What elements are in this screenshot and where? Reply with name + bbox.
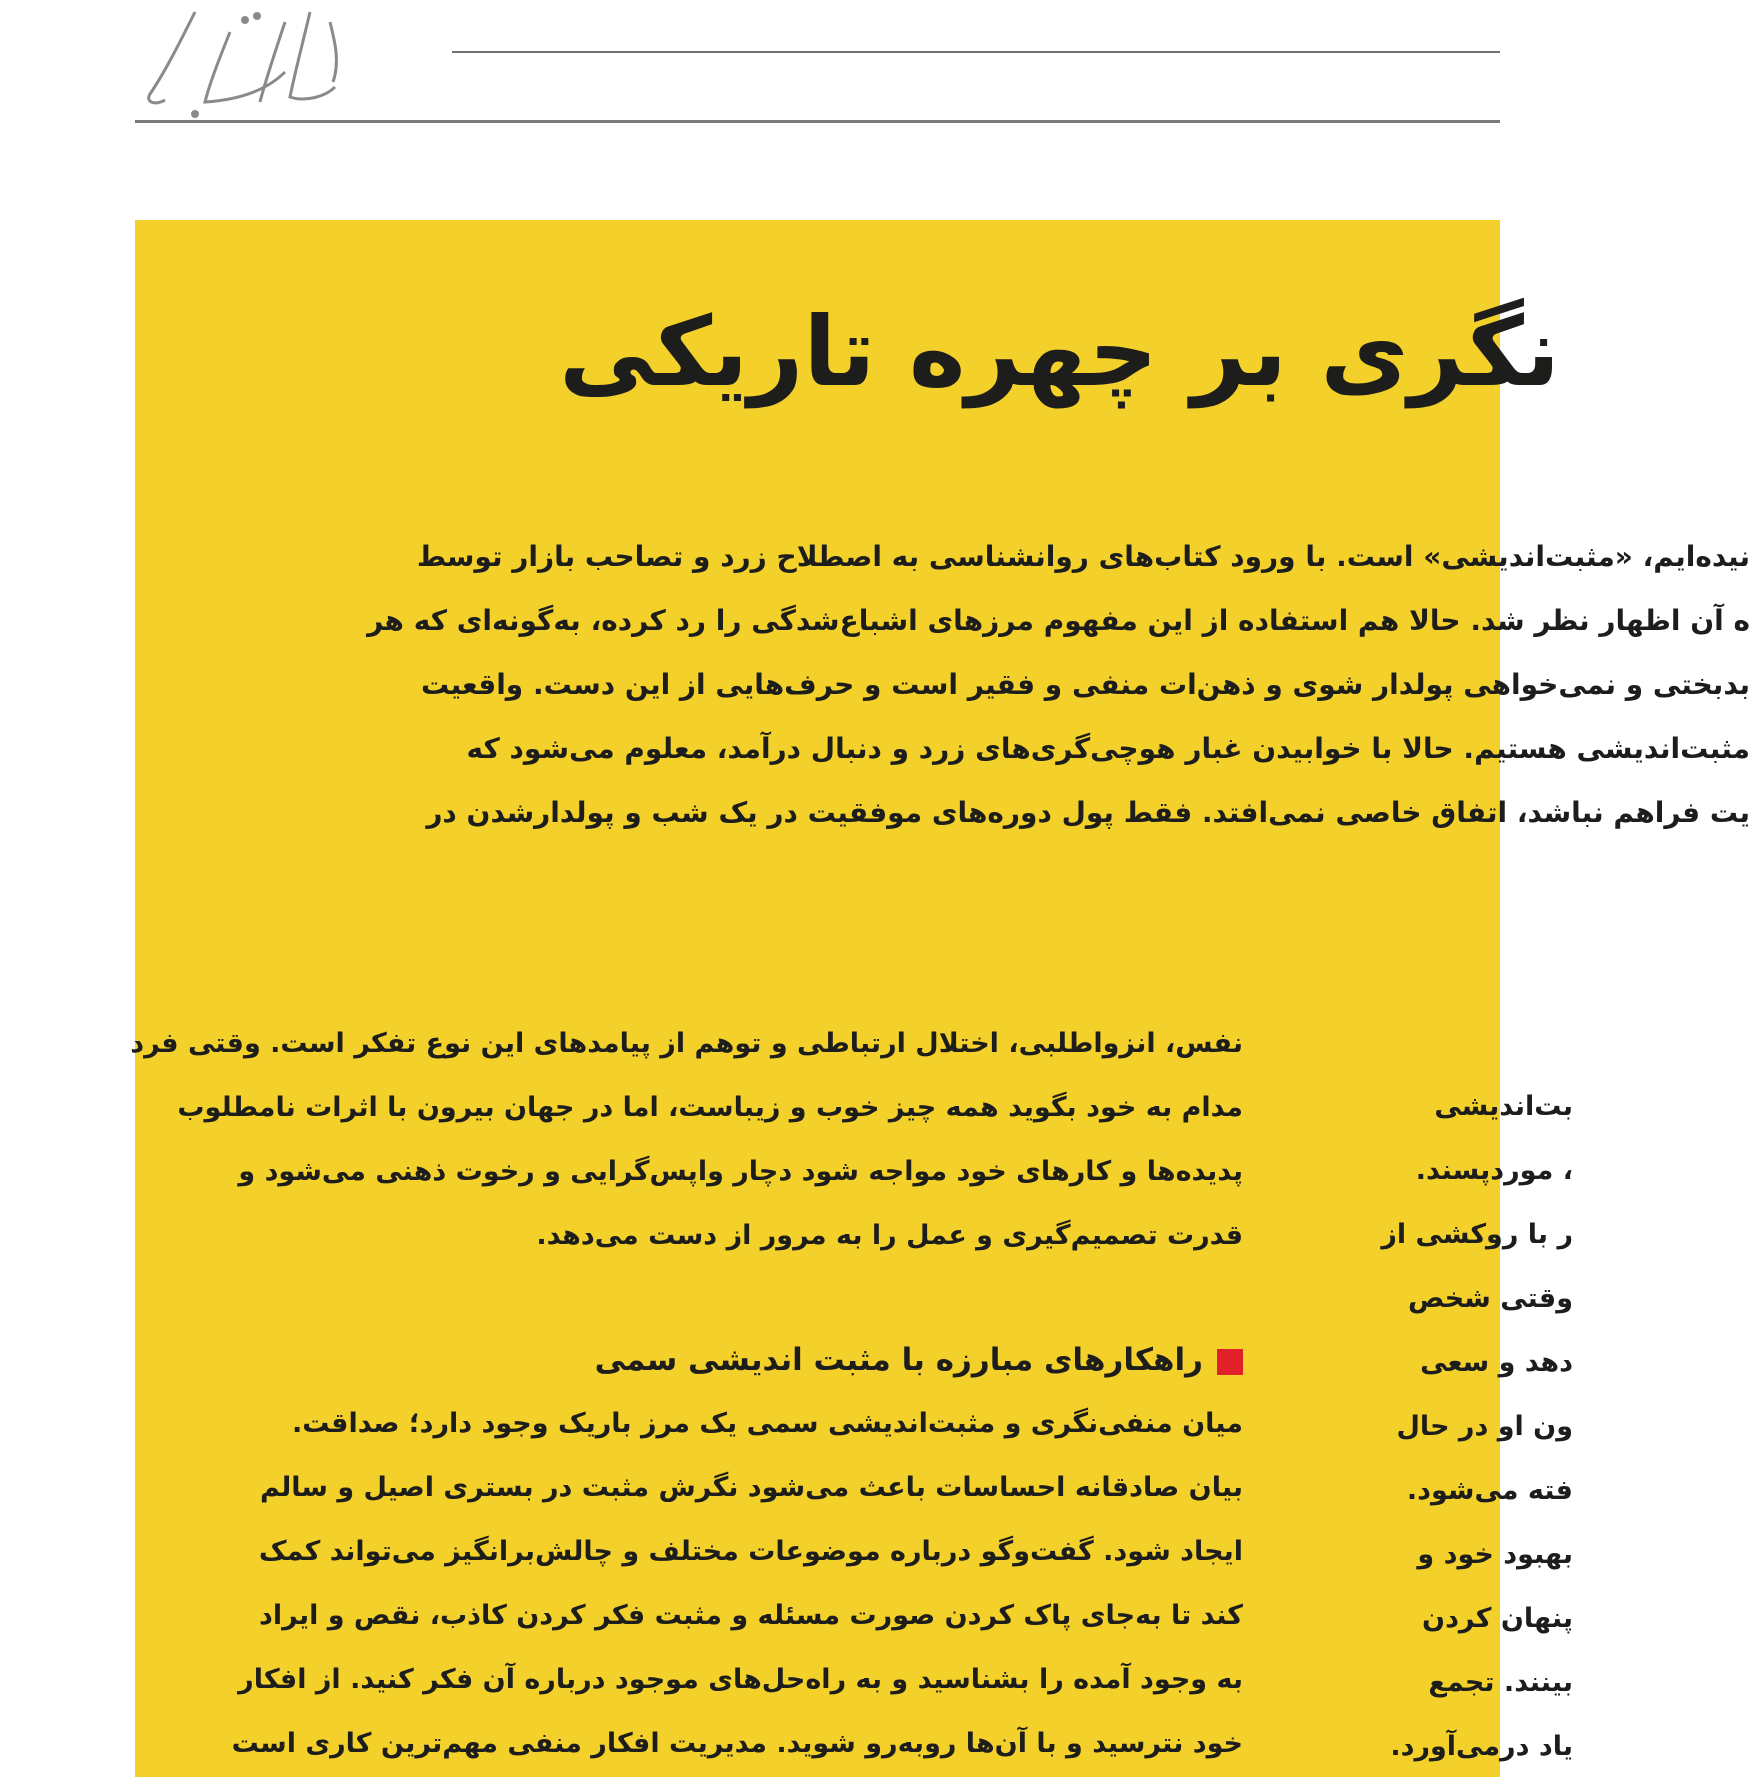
logo-calligraphy: [135, 2, 365, 120]
body-line: وقتی شخص: [1407, 1283, 1573, 1314]
section-subhead: [197, 1328, 1243, 1392]
body-line: قدرت تصمیم‌گیری و عمل را به مرور از دست می‌دهد.: [536, 1220, 1243, 1251]
header-rule-top: [452, 51, 1500, 53]
subhead-text: راهکارهای مبارزه با مثبت اندیشی سمی: [594, 1342, 1203, 1378]
body-line: ، موردپسند.: [1415, 1155, 1573, 1186]
body-column-middle: [130, 1012, 1243, 1776]
body-line: بیان صادقانه احساسات باعث می‌شود نگرش مثبت در بستری اصیل و سالم: [259, 1472, 1243, 1503]
body-line: یاد درمی‌آورد.: [1390, 1731, 1573, 1762]
article-panel: [130, 220, 1750, 1777]
body-line: بت‌اندیشی: [1434, 1091, 1573, 1122]
body-column-right: [1333, 1075, 1573, 1779]
lead-line: یت فراهم نباشد، اتفاق خاصی نمی‌افتد. فقط پول دوره‌های موفقیت در یک شب و پولدارشدن در: [426, 796, 1750, 829]
lead-line: ه آن اظهار نظر شد. حالا هم استفاده از این مفهوم مرزهای اشباع‌شدگی را رد کرده، به‌گونه‌ای که هر: [367, 604, 1750, 637]
body-line: نفس، انزواطلبی، اختلال ارتباطی و توهم از پیامدهای این نوع تفکر است. وقتی فرد: [130, 1028, 1243, 1059]
article-lead: [197, 525, 1750, 845]
article-title: نگری بر چهره تاریکی: [559, 296, 1560, 408]
body-line: فته می‌شود.: [1406, 1475, 1573, 1506]
lead-line: نیده‌ایم، «مثبت‌اندیشی» است. با ورود کتاب‌های روانشناسی به اصطلاح زرد و تصاحب بازار توسط: [416, 540, 1750, 573]
body-line: بینند. تجمع: [1428, 1667, 1573, 1698]
body-line: میان منفی‌نگری و مثبت‌اندیشی سمی یک مرز باریک وجود دارد؛ صداقت.: [291, 1408, 1243, 1439]
subhead-marker-icon: [1217, 1349, 1243, 1375]
lead-line: مثبت‌اندیشی هستیم. حالا با خوابیدن غبار هوچی‌گری‌های زرد و دنبال درآمد، معلوم می‌شود که: [466, 732, 1750, 765]
publication-logo: [135, 2, 365, 120]
body-line: پدیده‌ها و کارهای خود مواجه شود دچار واپس‌گرایی و رخوت ذهنی می‌شود و: [238, 1156, 1243, 1187]
body-line: دهد و سعی: [1420, 1347, 1573, 1378]
body-line: پنهان کردن: [1422, 1603, 1573, 1634]
body-line: مدام به خود بگوید همه چیز خوب و زیباست، اما در جهان بیرون با اثرات نامطلوب: [177, 1092, 1243, 1123]
body-line: ون او در حال: [1396, 1411, 1573, 1442]
body-line: به وجود آمده را بشناسید و به راه‌حل‌های موجود درباره آن فکر کنید. از افکار: [238, 1664, 1243, 1695]
body-line: کند تا به‌جای پاک کردن صورت مسئله و مثبت فکر کردن کاذب، نقص و ایراد: [259, 1600, 1243, 1631]
lead-line: بدبختی و نمی‌خواهی پولدار شوی و ذهن‌ات منفی و فقیر است و حرف‌هایی از این دست. واقعیت: [420, 668, 1750, 701]
header-rule-bottom: [135, 120, 1500, 123]
body-line: خود نترسید و با آن‌ها روبه‌رو شوید. مدیریت افکار منفی مهم‌ترین کاری است: [231, 1728, 1243, 1759]
body-line: ر با روکشی از: [1381, 1219, 1573, 1250]
body-line: ایجاد شود. گفت‌وگو درباره موضوعات مختلف و چالش‌برانگیز می‌تواند کمک: [258, 1536, 1243, 1567]
body-line: بهبود خود و: [1417, 1539, 1573, 1570]
